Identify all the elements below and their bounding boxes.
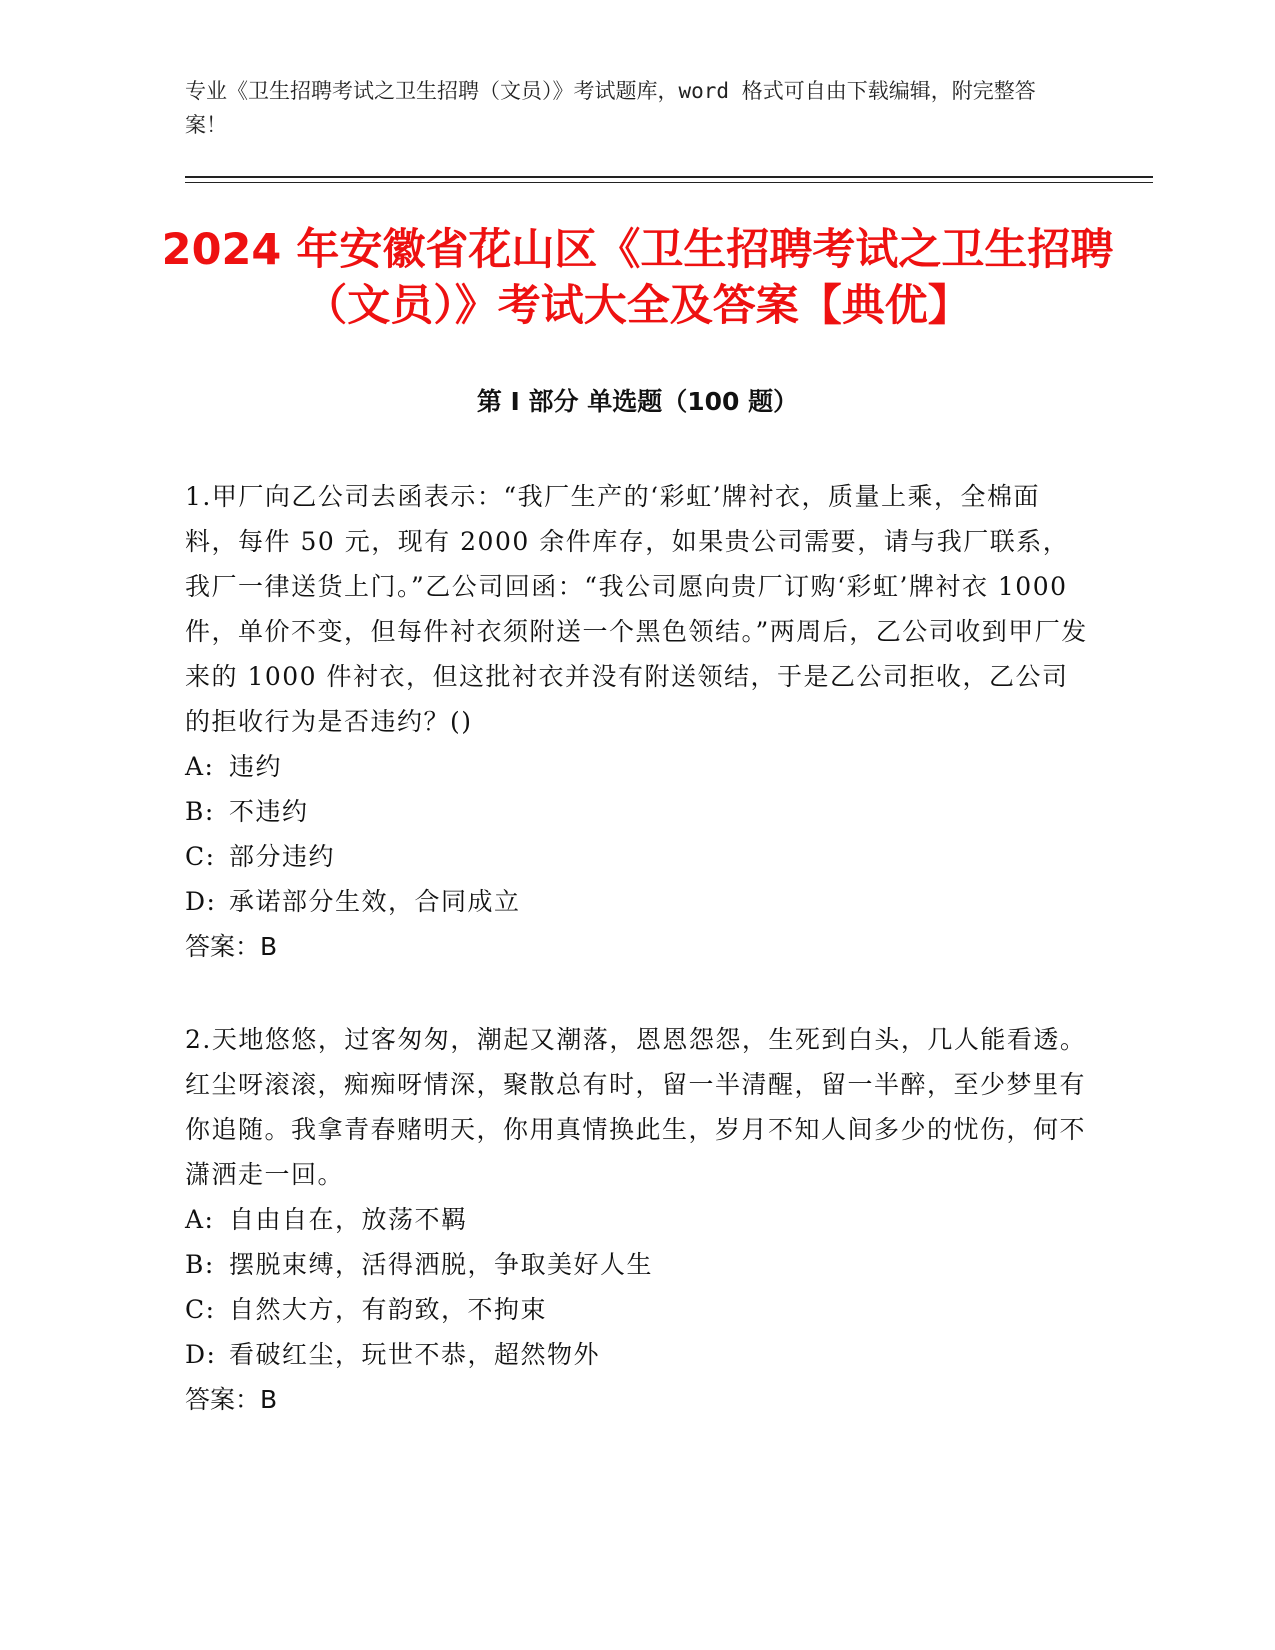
header-note: 专业《卫生招聘考试之卫生招聘（文员）》考试题库，word 格式可自由下载编辑，附完整答案！: [185, 79, 1036, 137]
option-text: 自由自在，放荡不羁: [229, 1205, 468, 1234]
section-title: 第 I 部分 单选题（100 题）: [476, 387, 799, 416]
option-text: 违约: [229, 752, 283, 781]
option-letter: C:: [185, 842, 216, 871]
option-letter: A:: [185, 752, 215, 781]
option-text: 摆脱束缚，活得洒脱，争取美好人生: [229, 1250, 654, 1279]
option-letter: B:: [185, 1250, 215, 1279]
header-divider-thin: [185, 182, 1153, 183]
question-1: [185, 474, 1090, 969]
document-title: 2024 年安徽省花山区《卫生招聘考试之卫生招聘（文员）》考试大全及答案【典优】: [161, 225, 1114, 331]
answer-label: 答案：B: [185, 932, 278, 961]
answer-label: 答案：B: [185, 1385, 278, 1414]
option-text: 看破红尘，玩世不恭，超然物外: [229, 1340, 601, 1369]
option-letter: A:: [185, 1205, 215, 1234]
option-c: [185, 834, 1090, 879]
option-letter: B:: [185, 797, 215, 826]
option-d: [185, 1332, 1090, 1377]
option-d: [185, 879, 1090, 924]
option-letter: C:: [185, 1295, 216, 1324]
option-letter: D:: [185, 887, 217, 916]
option-b: [185, 789, 1090, 834]
option-c: [185, 1287, 1090, 1332]
option-b: [185, 1242, 1090, 1287]
option-a: [185, 744, 1090, 789]
question-stem: 1.甲厂向乙公司去函表示：“我厂生产的‘彩虹’牌衬衣，质量上乘，全棉面料，每件 50 元，现有 2000 余件库存，如果贵公司需要，请与我厂联系，我厂一律送货上门。”乙公司回函：“我公司愿向贵厂订购‘彩虹’牌衬衣 1000 件，单价不变，但每件衬衣须附送一个黑色领结。”两周后，乙公司收到甲厂发来的 1000 件衬衣，但这批衬衣并没有附送领结，于是乙公司拒收，乙公司的拒收行为是否违约？(): [185, 482, 1088, 736]
question-2: [185, 1017, 1090, 1422]
option-text: 不违约: [229, 797, 309, 826]
header-divider-thick: [185, 176, 1153, 178]
option-text: 承诺部分生效，合同成立: [229, 887, 521, 916]
option-text: 部分违约: [229, 842, 336, 871]
option-a: [185, 1197, 1090, 1242]
option-letter: D:: [185, 1340, 217, 1369]
option-text: 自然大方，有韵致，不拘束: [229, 1295, 548, 1324]
question-stem: 2.天地悠悠，过客匆匆，潮起又潮落，恩恩怨怨，生死到白头，几人能看透。红尘呀滚滚，痴痴呀情深，聚散总有时，留一半清醒，留一半醉，至少梦里有你追随。我拿青春赌明天，你用真情换此生，岁月不知人间多少的忧伤，何不潇洒走一回。: [185, 1025, 1087, 1189]
